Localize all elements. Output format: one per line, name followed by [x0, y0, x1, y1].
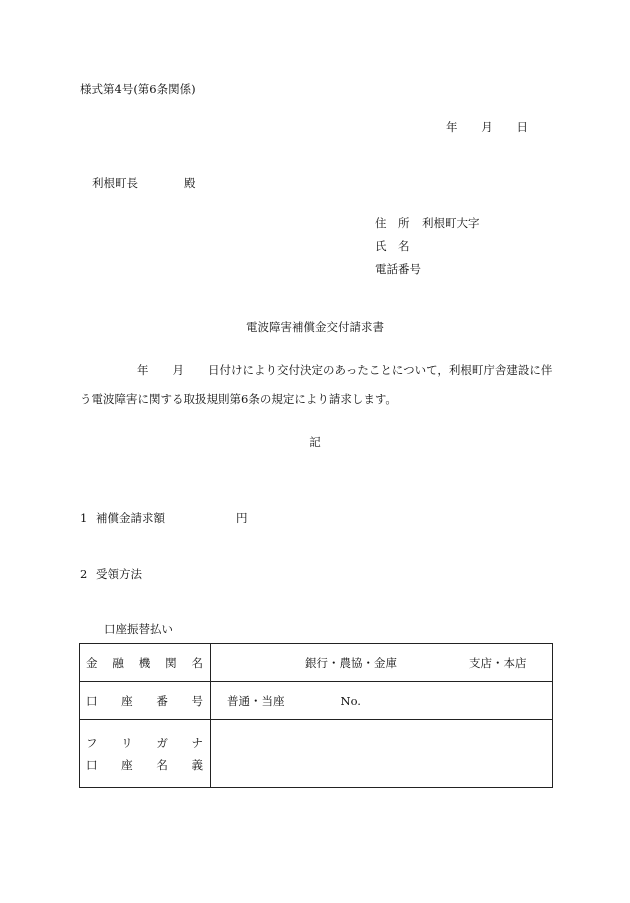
document-title: 電波障害補償金交付請求書 — [246, 320, 384, 334]
addressee-name: 利根町長 — [92, 176, 138, 190]
address-label: 住 所 — [375, 216, 410, 230]
furigana-label: フ リ ガ ナ — [86, 735, 203, 750]
date-month: 月 — [481, 120, 493, 134]
date-year: 年 — [446, 120, 458, 134]
phone-label: 電話番号 — [375, 262, 421, 276]
name-label: 氏 名 — [375, 239, 410, 253]
form-number: 様式第4号(第6条関係) — [80, 82, 196, 96]
account-number-header: 口 座 番 号 — [80, 682, 211, 720]
date-line — [446, 119, 528, 135]
table-row — [80, 682, 553, 720]
bank-type-options: 銀行・農協・金庫 — [305, 655, 397, 670]
financial-institution-header: 金 融 機 関 名 — [80, 644, 211, 682]
body-month: 月 — [172, 363, 184, 377]
bank-account-table — [79, 643, 553, 788]
account-number-field[interactable] — [211, 682, 553, 720]
item1-unit: 円 — [236, 511, 248, 525]
applicant-name-row — [375, 235, 480, 258]
item1-label: 補償金請求額 — [96, 511, 165, 525]
account-holder-field[interactable] — [211, 720, 553, 788]
address-value: 利根町大字 — [422, 216, 480, 230]
body-text: 日付けにより交付決定のあったことについて，利根町庁舎建設に伴う電波障害に関する取扱規則第6条の規定により請求します。 — [80, 363, 553, 406]
table-row — [80, 644, 553, 682]
account-holder-label: 口 座 名 義 — [86, 757, 203, 772]
addressee — [92, 175, 196, 191]
branch-type-options: 支店・本店 — [469, 655, 527, 670]
ki-heading: 記 — [309, 435, 321, 449]
applicant-address-row — [375, 212, 480, 235]
item2-number: 2 — [80, 567, 88, 581]
account-no-label: No. — [340, 693, 361, 708]
applicant-block — [375, 212, 480, 281]
addressee-honorific: 殿 — [184, 176, 196, 190]
account-type-options: 普通・当座 — [227, 693, 285, 708]
financial-institution-field[interactable] — [211, 644, 553, 682]
item-receipt-method — [80, 566, 142, 582]
item2-label: 受領方法 — [96, 567, 142, 581]
date-day: 日 — [516, 120, 528, 134]
body-year: 年 — [137, 363, 149, 377]
payment-method: 口座振替払い — [104, 622, 173, 636]
item-compensation-amount — [80, 510, 248, 526]
applicant-phone-row — [375, 258, 480, 281]
account-holder-header — [80, 720, 211, 788]
item1-number: 1 — [80, 511, 88, 525]
body-paragraph — [80, 356, 556, 414]
table-row — [80, 720, 553, 788]
